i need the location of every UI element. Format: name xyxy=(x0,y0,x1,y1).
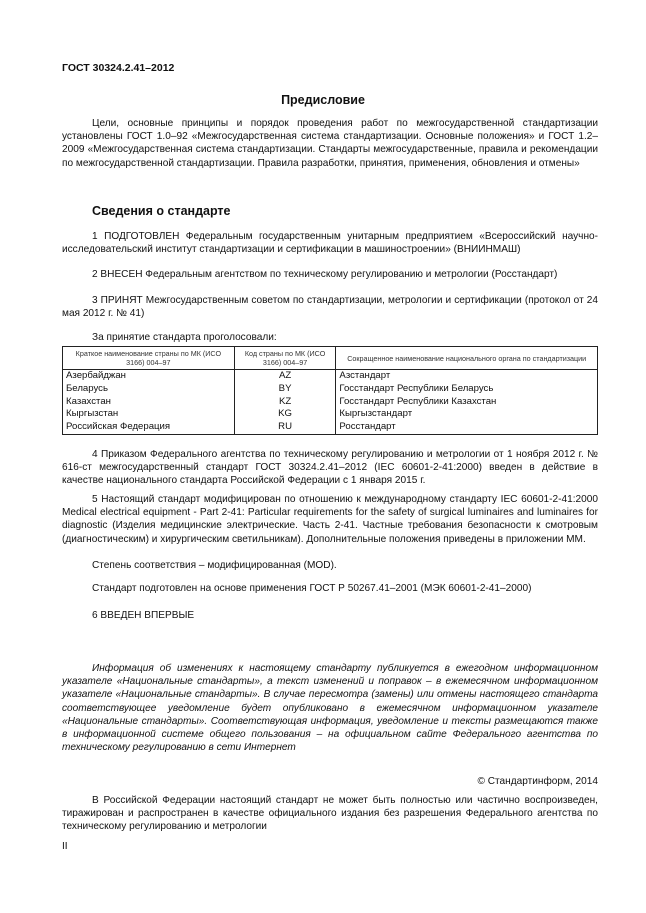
country-name: Беларусь xyxy=(63,383,235,396)
item-1-prepared: 1 ПОДГОТОВЛЕН Федеральным государственным унитарным предприятием «Всероссийский научно-исследовательский институт стандартизации и сертификации в машиностроении» (ВНИИНМАШ) xyxy=(62,231,598,256)
item-5-basis: Стандарт подготовлен на основе применения ГОСТ Р 50267.41–2001 (МЭК 60601-2-41–2000) xyxy=(92,583,532,594)
table-header-code: Код страны по МК (ИСО 3166) 004–97 xyxy=(234,347,336,370)
table-header-body: Сокращенное наименование национального органа по стандартизации xyxy=(336,347,598,370)
standards-body: Госстандарт Республики Казахстан xyxy=(336,396,598,409)
item-4-enacted: 4 Приказом Федерального агентства по техническому регулированию и метрологии от 1 ноября 2012 г. № 616-ст межгосударственный стандарт ГОСТ 30324.2.41–2012 (IEC 60601-2-41:2000) введен в действие в качестве национального стандарта Российской Федерации с 1 января 2015 г. xyxy=(62,449,598,487)
document-header: ГОСТ 30324.2.41–2012 xyxy=(62,62,175,74)
page-number: II xyxy=(62,841,68,852)
standards-body: Азстандарт xyxy=(336,370,598,383)
table-row xyxy=(63,383,598,396)
table-header-country: Краткое наименование страны по МК (ИСО 3166) 004–97 xyxy=(63,347,235,370)
copyright: © Стандартинформ, 2014 xyxy=(477,776,598,787)
standards-body: Госстандарт Республики Беларусь xyxy=(336,383,598,396)
country-code: AZ xyxy=(234,370,336,383)
item-2-submitted: 2 ВНЕСЕН Федеральным агентством по техническому регулированию и метрологии (Росстандарт) xyxy=(92,269,558,280)
voting-table xyxy=(62,346,598,435)
item-3-adopted: 3 ПРИНЯТ Межгосударственным советом по стандартизации, метрологии и сертификации (протокол от 24 мая 2012 г. № 41) xyxy=(62,295,598,320)
vote-intro: За принятие стандарта проголосовали: xyxy=(92,332,277,343)
country-code: KG xyxy=(234,408,336,421)
section-subtitle: Сведения о стандарте xyxy=(92,204,231,218)
table-row xyxy=(63,370,598,383)
item-6-introduced: 6 ВВЕДЕН ВПЕРВЫЕ xyxy=(92,610,195,621)
country-name: Кыргызстан xyxy=(63,408,235,421)
table-row xyxy=(63,408,598,421)
item-5-modified: 5 Настоящий стандарт модифицирован по отношению к международному стандарту IEC 60601-2-41:2000 Medical electrical equipment - Part 2-41: Particular requirements for the safety of surgical luminaires and luminaires for diagnostic (Изделия медицинские электрические. Часть 2-41. Частные требования безопасности к смотровым (диагностическим) и хирургическим светильникам). Дополнительные положения приведены в приложении ММ. xyxy=(62,494,598,545)
table-header-row xyxy=(63,347,598,370)
rights-notice: В Российской Федерации настоящий стандарт не может быть полностью или частично воспроизведен, тиражирован и распространен в качестве официального издания без разрешения Федерального агентства по техническому регулированию и метрологии xyxy=(62,795,598,833)
standards-body: Росстандарт xyxy=(336,421,598,434)
page-title: Предисловие xyxy=(281,93,365,107)
table-row xyxy=(63,396,598,409)
standards-body: Кыргызстандарт xyxy=(336,408,598,421)
country-code: BY xyxy=(234,383,336,396)
info-notice: Информация об изменениях к настоящему стандарту публикуется в ежегодном информационном указателе «Национальные стандарты», а текст изменений и поправок – в ежемесячном информационном указателе «Национальные стандарты». В случае пересмотра (замены) или отмены настоящего стандарта соответствующее уведомление будет опубликовано в ежемесячном информационном указателе «Национальные стандарты». Соответствующая информация, уведомление и тексты размещаются также в информационной системе общего пользования – на официальном сайте Федерального агентства по техническому регулированию в сети Интернет xyxy=(62,663,598,754)
country-code: RU xyxy=(234,421,336,434)
item-5-degree: Степень соответствия – модифицированная (MOD). xyxy=(92,560,337,571)
intro-paragraph: Цели, основные принципы и порядок проведения работ по межгосударственной стандартизации установлены ГОСТ 1.0–92 «Межгосударственная система стандартизации. Основные положения» и ГОСТ 1.2–2009 «Межгосударственная система стандартизации. Стандарты межгосударственные, правила и рекомендации по межгосударственной стандартизации. Правила разработки, принятия, применения, обновления и отмены» xyxy=(62,118,598,169)
country-name: Казахстан xyxy=(63,396,235,409)
country-code: KZ xyxy=(234,396,336,409)
table-row xyxy=(63,421,598,434)
country-name: Российская Федерация xyxy=(63,421,235,434)
country-name: Азербайджан xyxy=(63,370,235,383)
